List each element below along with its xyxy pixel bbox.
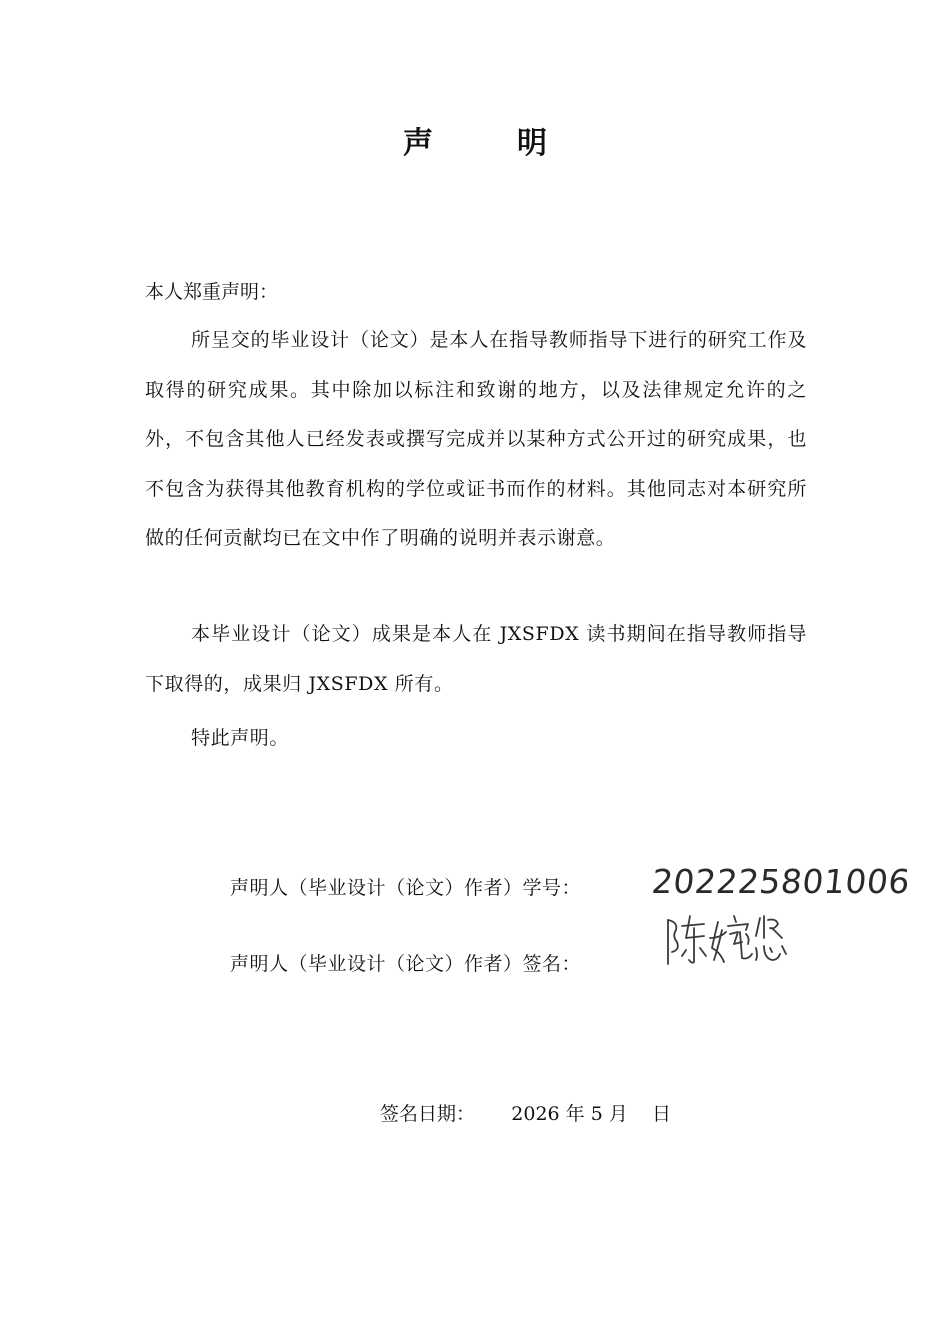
paragraph-1-text: 所呈交的毕业设计（论文）是本人在指导教师指导下进行的研究工作及取得的研究成果。其中除加以标注和致谢的地方，以及法律规定允许的之外，不包含其他人已经发表或撰写完成并以某种方式公开过的研究成果，也不包含为获得其他教育机构的学位或证书而作的材料。其他同志对本研究所做的任何贡献均已在文中作了明确的说明并表示谢意。: [145, 329, 807, 549]
declaration-paragraph-3: [145, 714, 807, 764]
paragraph-2-text: 本毕业设计（论文）成果是本人在 JXSFDX 读书期间在指导教师指导下取得的，成果归 JXSFDX 所有。: [145, 623, 807, 695]
paragraph-3-text: 特此声明。: [191, 727, 290, 749]
intro-line: 本人郑重声明：: [145, 281, 279, 303]
signature-label: 声明人（毕业设计（论文）作者）签名：: [230, 953, 582, 975]
page-title: [0, 118, 950, 162]
declaration-paragraph-1: [145, 316, 807, 564]
title-char-1: 声: [403, 126, 433, 161]
date-value: 2026 年 5 月 日: [511, 1103, 671, 1125]
date-label: 签名日期：: [380, 1103, 476, 1125]
signature-date: [380, 1102, 671, 1126]
student-id-label: 声明人（毕业设计（论文）作者）学号：: [230, 877, 582, 899]
handwritten-student-id: 202225801006: [649, 862, 913, 901]
handwritten-signature: [660, 908, 790, 970]
title-char-2: 明: [517, 126, 547, 161]
declaration-paragraph-2: [145, 610, 807, 709]
